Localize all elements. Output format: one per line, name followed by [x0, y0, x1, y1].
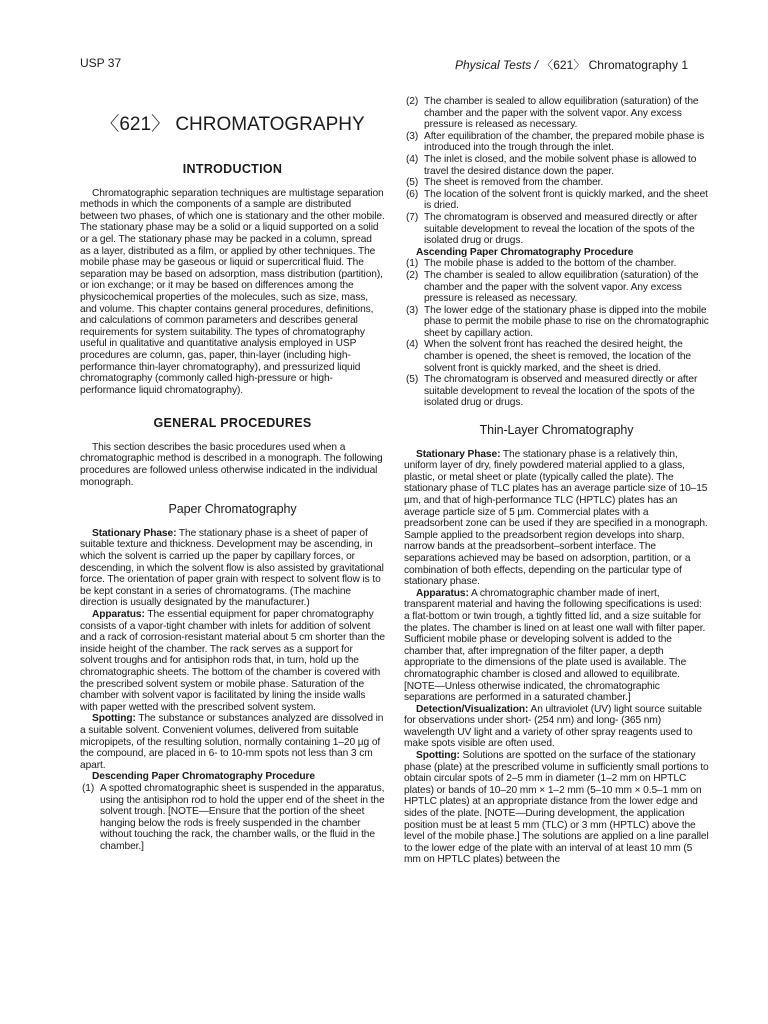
tlc-stationary-paragraph: Stationary Phase: The stationary phase is a relatively thin, uniform layer of dry, finely powdered material applied to a glass, plastic, or metal sheet or plate (typically called the plate). The stationary phase of TLC plates has an average particle size of 10–15 µm, and that of high-performance TLC (HPTLC) plates has an average particle size of 5 µm. Commercial plates with a preadsorbent zone can be used if they are specified in a monograph. Sample applied to the preadsorbent region develops into sharp, narrow bands at the preadsorbent–sorbent interface. The separations achieved may be based on adsorption, partition, or a combination of both effects, depending on the particular type of stationary phase.	[404, 448, 708, 588]
paper-apparatus-paragraph: Apparatus: The essential equipment for paper chromatography consists of a vapor-tight chamber with inlets for addition of solvent and a rack of corrosion-resistant material about 5 cm shorter than the inside height of the chamber. The rack serves as a support for solvent troughs and for antisiphon rods that, in turn, hold up the chromatographic sheets. The bottom of the chamber is covered with the prescribed solvent system or mobile phase. Saturation of the chamber with solvent vapor is facilitated by lining the inside walls with paper wetted with the prescribed solvent system.	[80, 609, 386, 713]
list-item: (7) The chromatogram is observed and measured directly or after suitable development to reveal the location of the spots of the isolated drug or drugs.	[406, 211, 698, 247]
list-item: (2) The chamber is sealed to allow equilibration (saturation) of the chamber and the paper with the solvent vapor. Any excess pressure is released as necessary.	[406, 269, 699, 305]
paper-apparatus-label: Apparatus:	[92, 609, 145, 620]
list-item: (3) The lower edge of the stationary phase is dipped into the mobile phase to permit the mobile phase to rise on the chromatographic sheet by capillary action.	[406, 304, 709, 339]
list-item: (3) After equilibration of the chamber, the prepared mobile phase is introduced into the trough through the inlet.	[406, 130, 705, 154]
list-item: (4) The inlet is closed, and the mobile solvent phase is allowed to travel the desired distance down the paper.	[406, 153, 697, 177]
list-item: (6) The location of the solvent front is quickly marked, and the sheet is dried.	[406, 188, 708, 212]
tlc-stationary-label: Stationary Phase:	[416, 448, 501, 460]
paper-chromatography-heading: Paper Chromatography	[168, 502, 297, 517]
tlc-apparatus-label: Apparatus:	[416, 587, 469, 599]
ascending-procedure-title: Ascending Paper Chromatography Procedure	[416, 246, 634, 258]
general-procedures-paragraph: This section describes the basic procedures used when a chromatographic method is described in a monograph. The following procedures are followed unless otherwise indicated in the individual monograph.	[80, 441, 383, 488]
tlc-detection-label: Detection/Visualization:	[416, 703, 529, 715]
right-column	[404, 96, 709, 866]
list-item: (1) The mobile phase is added to the bottom of the chamber.	[406, 258, 677, 270]
running-header-left: USP 37	[80, 56, 122, 70]
list-item: (1) A spotted chromatographic sheet is suspended in the apparatus, using the antisiphon rod to hold the upper end of the sheet in the solvent trough. [NOTE—Ensure that the portion of the sheet hanging below the rods is freely suspended in the chamber without touching the rack, the chamber walls, or the fluid in the chamber.]	[82, 782, 385, 852]
paper-spotting-label: Spotting:	[92, 713, 136, 725]
introduction-heading: INTRODUCTION	[182, 162, 283, 176]
running-header-right	[455, 56, 688, 73]
list-item: (5) The sheet is removed from the chamber.	[406, 177, 604, 189]
tlc-spotting-label: Spotting:	[416, 750, 460, 762]
list-item: (5) The chromatogram is observed and measured directly or after suitable development to reveal the location of the spots of the isolated drug or drugs.	[406, 374, 698, 409]
header-chapter: 〈621〉 Chromatography 1	[541, 58, 688, 72]
general-procedures-heading: GENERAL PROCEDURES	[153, 416, 312, 431]
paper-spotting-paragraph: Spotting: The substance or substances analyzed are dissolved in a suitable solvent. Convenient volumes, delivered from suitable micropipets, of the resulting solution, normally containing 1–20 µg of the compound, are placed in 6- to 10-mm spots not less than 3 cm apart.	[80, 713, 384, 771]
introduction-paragraph: Chromatographic separation techniques are multistage separation methods in which the components of a sample are distributed between two phases, of which one is stationary and the other mobile. The stationary phase may be a solid or a liquid supported on a solid or a gel. The stationary phase may be packed in a column, spread as a layer, distributed as a film, or applied by other techniques. The mobile phase may be gaseous or liquid or supercritical fluid. The separation may be based on adsorption, mass distribution (partition), or ion exchange; or it may be based on differences among the physicochemical properties of the molecules, such as size, mass, and volume. This chapter contains general procedures, definitions, and calculations of common parameters and describes general requirements for system suitability. The types of chromatography useful in qualitative and quantitative analysis employed in USP procedures are column, gas, paper, thin-layer (including high-performance thin-layer chromatography), and pressurized liquid chromatography (commonly called high-pressure or high-performance liquid chromatography).	[80, 187, 385, 396]
descending-steps-left	[80, 783, 385, 853]
list-item: (2) The chamber is sealed to allow equilibration (saturation) of the chamber and the paper with the solvent vapor. Any excess pressure is released as necessary.	[406, 96, 699, 131]
tlc-spotting-paragraph: Spotting: Solutions are spotted on the surface of the stationary phase (plate) at the prescribed volume in sufficiently small portions to obtain circular spots of 2–5 mm in diameter (1–2 mm on HPTLC plates) or bands of 10–20 mm × 1–2 mm (5–10 mm × 0.5–1 mm on HPTLC plates) at an appropriate distance from the lower edge and sides of the plate. [NOTE—During development, the application position must be at least 5 mm (TLC) or 3 mm (HPTLC) above the level of the mobile phase.] The solutions are applied on a line parallel to the lower edge of the plate with an interval of at least 10 mm (5 mm on HPTLC plates) between the	[404, 750, 709, 866]
paper-stationary-paragraph: Stationary Phase: The stationary phase is a sheet of paper of suitable texture and thickness. Development may be ascending, in which the solvent is carried up the paper by capillary forces, or descending, in which the solvent flow is also assisted by gravitational force. The orientation of paper grain with respect to solvent flow is to be kept constant in a series of chromatograms. (The machine direction is usually designated by the manufacturer.)	[80, 527, 384, 609]
tlc-heading: Thin-Layer Chromatography	[479, 423, 634, 438]
paper-stationary-label: Stationary Phase:	[92, 527, 177, 539]
list-item: (4) When the solvent front has reached the desired height, the chamber is opened, the sheet is removed, the location of the solvent front is quickly marked, and the sheet is dried.	[406, 339, 691, 374]
chapter-title: 〈621〉 CHROMATOGRAPHY	[100, 114, 365, 135]
ascending-steps	[404, 258, 709, 409]
tlc-apparatus-paragraph: Apparatus: A chromatographic chamber made of inert, transparent material and having the following specifications is used: a flat-bottom or twin trough, a tightly fitted lid, and a size suitable for the plates. The chamber is lined on at least one wall with filter paper. Sufficient mobile phase or developing solvent is added to the chamber that, after impregnation of the filter paper, a depth appropriate to the dimensions of the plate used is available. The chromatographic chamber is closed and allowed to equilibrate. [NOTE—Unless otherwise indicated, the chromatographic separations are performed in a saturated chamber.]	[404, 587, 706, 704]
descending-steps-right	[404, 96, 709, 247]
header-section: Physical Tests /	[454, 58, 542, 72]
descending-procedure-title: Descending Paper Chromatography Procedure	[92, 771, 315, 783]
left-column	[80, 96, 385, 852]
tlc-detection-paragraph: Detection/Visualization: An ultraviolet (UV) light source suitable for observations under short- (254 nm) and long- (365 nm) wavelength UV light and a variety of other spray reagents used to make spots visible are often used.	[404, 703, 702, 750]
